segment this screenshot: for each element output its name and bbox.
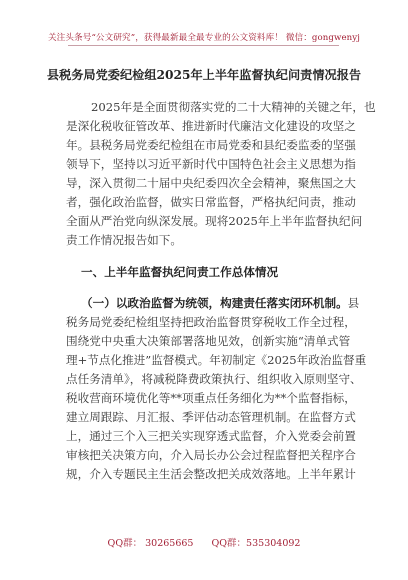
paragraph-line <box>81 296 360 310</box>
header-notice: 关注头条号“公文研究”，获得最新最全最专业的公文资料库！ 微信：gongwenyj <box>47 33 361 43</box>
paragraph-line: 年。县税务局党委纪检组在市局党委和县纪委监委的坚强 <box>66 138 356 152</box>
sub-heading: （一）以政治监督为统领，构建责任落实闭环机制。 <box>81 296 348 310</box>
paragraph-line: 审核把关决策方向，介入局长办公会过程监督把关程序合 <box>66 448 356 462</box>
paragraph-line: 上，通过三个入三把关实现穿透式监督，介入党委会前置 <box>66 429 356 443</box>
paragraph-line: 者，强化政治监督，做实日常监督，严格执纪问责，推动 <box>66 195 356 209</box>
footer-contact <box>0 535 408 549</box>
footer-qq-group-1: QQ群： 30265665 <box>107 538 194 549</box>
paragraph-line: 税收营商环境优化等**项重点任务细化为**个监督指标， <box>66 391 356 405</box>
paragraph-line: 围绕党中央重大决策部署落地见效，创新实施“清单式管 <box>66 334 351 348</box>
paragraph-line: 理+节点化推进”监督模式。年初制定《2025年政治监督重 <box>66 353 367 367</box>
header-divider <box>68 45 339 46</box>
sub-heading-tail: 县 <box>347 296 360 310</box>
paragraph-line: 领导下，坚持以习近平新时代中国特色社会主义思想为指 <box>66 157 356 171</box>
paragraph-line: 建立周跟踪、月汇报、季评估动态管理机制。在监督方式 <box>66 410 356 424</box>
footer-qq-group-2: QQ群：535304092 <box>211 538 301 549</box>
paragraph-line: 是深化税收征管改革、推进新时代廉洁文化建设的攻坚之 <box>66 119 356 133</box>
paragraph-line: 导，深入贯彻二十届中央纪委四次全会精神，聚焦国之大 <box>66 176 356 190</box>
document-title: 县税务局党委纪检组2025年上半年监督执纪问责情况报告 <box>46 68 362 82</box>
paragraph-line: 点任务清单》，将减税降费政策执行、组织收入原则坚守、 <box>66 372 362 386</box>
paragraph-line: 规，介入专题民主生活会整改把关成效落地。上半年累计 <box>66 467 356 481</box>
section-heading: 一、上半年监督执纪问责工作总体情况 <box>81 265 279 279</box>
paragraph-line: 责工作情况报告如下。 <box>66 233 182 247</box>
paragraph-line: 全面从严治党向纵深发展。现将2025年上半年监督执纪问 <box>66 214 363 228</box>
paragraph-line: 税务局党委纪检组坚持把政治监督贯穿税收工作全过程， <box>66 315 356 329</box>
paragraph-line: 2025年是全面贯彻落实党的二十大精神的关键之年，也 <box>91 100 376 114</box>
